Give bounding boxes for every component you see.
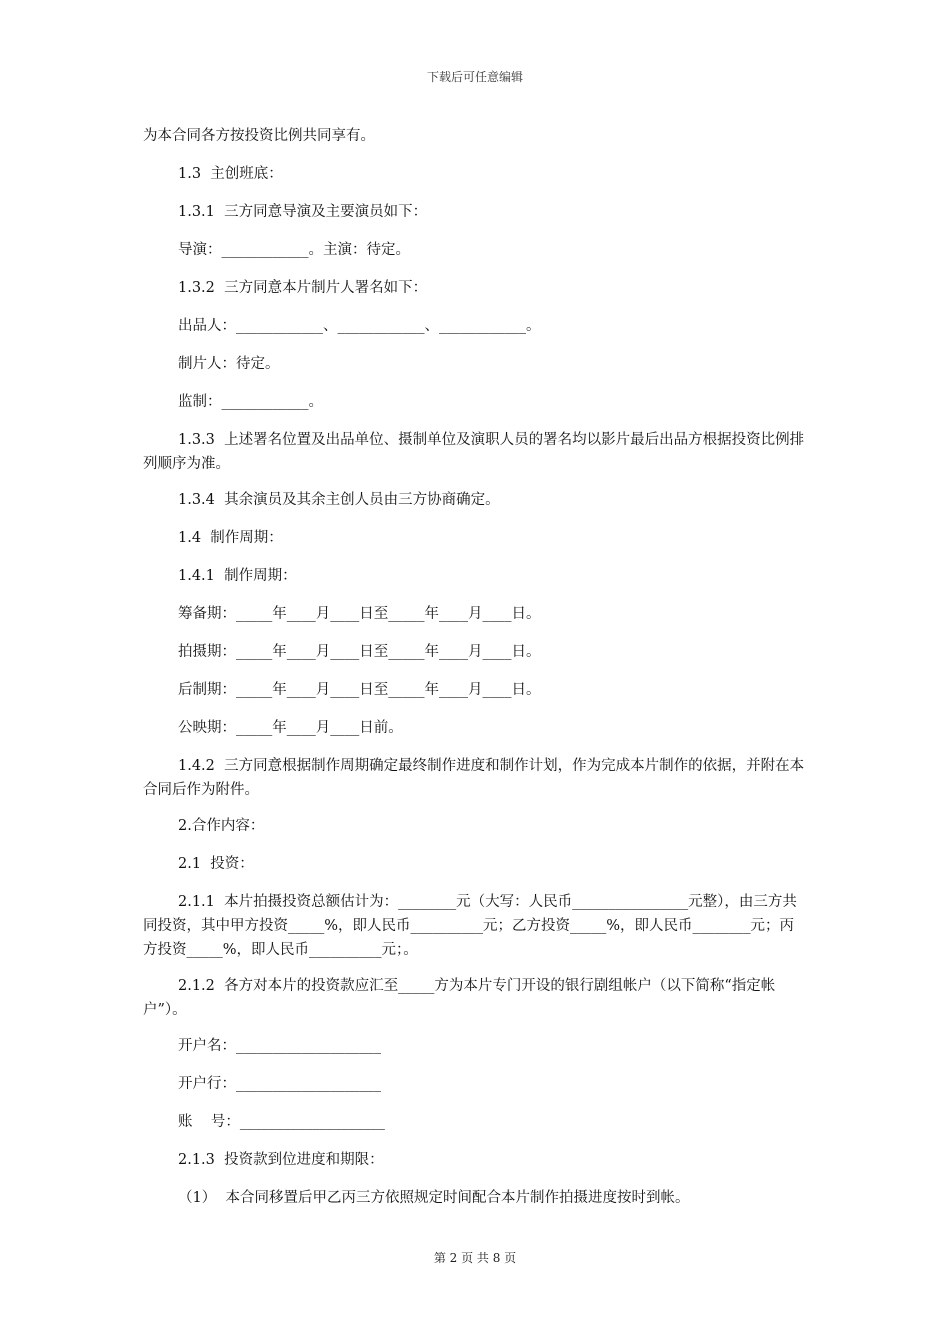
clause-2-1-3-item-1: （1） 本合同移置后甲乙丙三方依照规定时间配合本片制作拍摄进度按时到帐。: [178, 1190, 690, 1206]
page-footer: 第 2 页 共 8 页: [433, 1251, 517, 1265]
account-name-line: 开户名：____________________: [178, 1038, 381, 1054]
section-1-4-heading: 1.4 制作周期：: [178, 530, 283, 546]
clause-1-3-1: 1.3.1 三方同意导演及主要演员如下：: [178, 204, 428, 220]
prep-period-line: 筹备期：_____年____月____日至_____年____月____日。: [178, 606, 541, 622]
clause-1-3-4: 1.3.4 其余演员及其余主创人员由三方协商确定。: [178, 492, 500, 508]
document-body: [143, 124, 808, 1224]
director-line: 导演：____________。主演：待定。: [178, 242, 410, 258]
clause-1-4-2: 1.4.2 三方同意根据制作周期确定最终制作进度和制作计划，作为完成本片制作的依据，并附在本合同后作为附件。: [143, 758, 805, 798]
page-header: 下载后可任意编辑: [426, 70, 523, 84]
section-1-3-heading: 1.3 主创班底：: [178, 166, 283, 182]
clause-2-1-3: 2.1.3 投资款到位进度和期限：: [178, 1152, 384, 1168]
section-2-heading: 2.合作内容：: [178, 818, 265, 834]
clause-2-1-1: 2.1.1 本片拍摄投资总额估计为：________元（大写：人民币________________元整），由三方共同投资，其中甲方投资_____%，即人民币__________元；乙方投资_____%，即人民币________元；丙方投资_____%，即人民币__________元；。: [143, 894, 797, 958]
clause-2-1-2: 2.1.2 各方对本片的投资款应汇至_____方为本片专门开设的银行剧组帐户（以下简称“指定帐户”）。: [143, 978, 776, 1018]
producer-credit-line: 出品人：____________、____________、____________。: [178, 318, 541, 334]
shooting-period-line: 拍摄期：_____年____月____日至_____年____月____日。: [178, 644, 541, 660]
section-2-1-heading: 2.1 投资：: [178, 856, 254, 872]
release-line: 公映期：_____年____月____日前。: [178, 720, 403, 736]
post-production-line: 后制期：_____年____月____日至_____年____月____日。: [178, 682, 541, 698]
producer-line: 制片人：待定。: [178, 356, 280, 372]
clause-1-3-3: 1.3.3 上述署名位置及出品单位、摄制单位及演职人员的署名均以影片最后出品方根据投资比例排列顺序为准。: [143, 432, 805, 472]
clause-1-3-2: 1.3.2 三方同意本片制片人署名如下：: [178, 280, 428, 296]
paragraph-continuation: 为本合同各方按投资比例共同享有。: [143, 128, 375, 144]
supervisor-line: 监制：____________。: [178, 394, 323, 410]
account-number-line: 账 号：____________________: [178, 1114, 385, 1130]
clause-1-4-1: 1.4.1 制作周期：: [178, 568, 297, 584]
account-bank-line: 开户行：____________________: [178, 1076, 381, 1092]
